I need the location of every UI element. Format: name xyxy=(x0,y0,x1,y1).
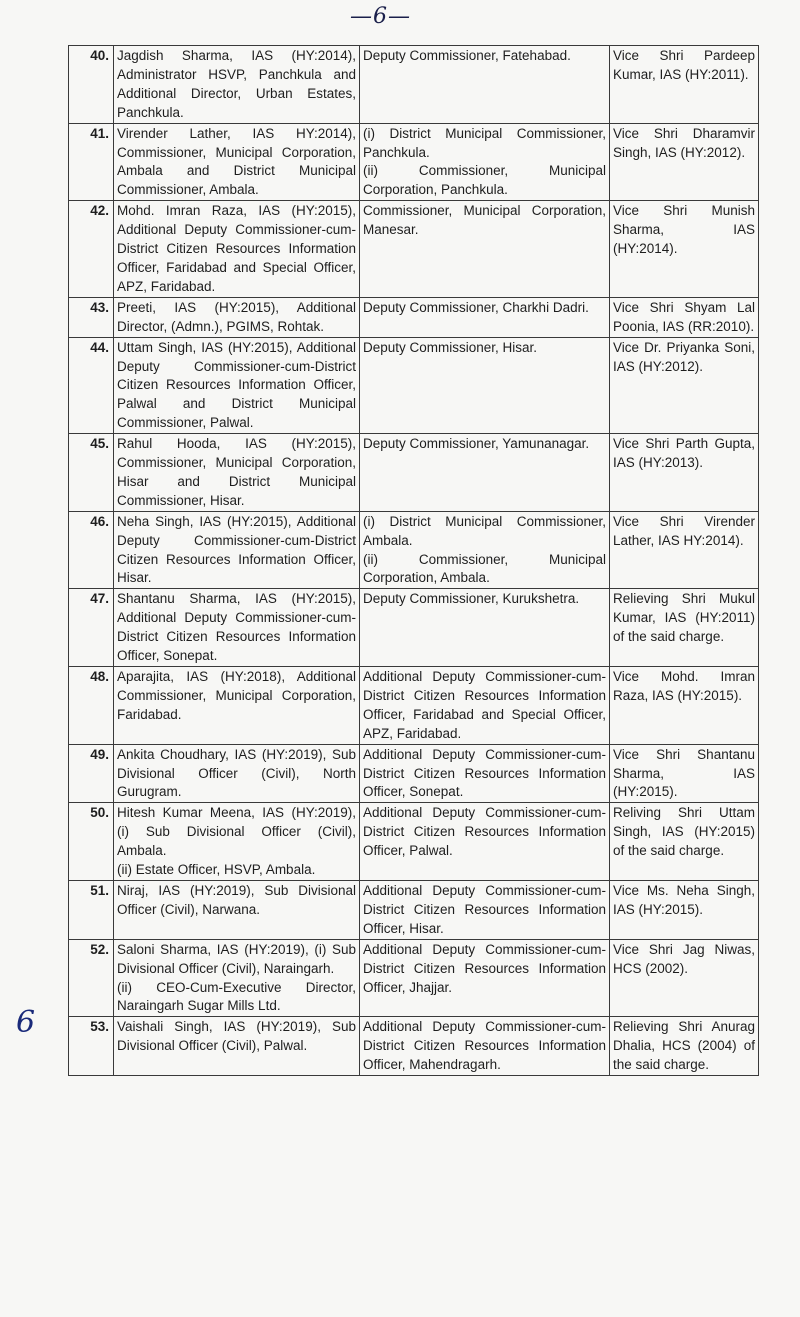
vice-remarks: Vice Shri Pardeep Kumar, IAS (HY:2011). xyxy=(610,46,759,124)
serial-number: 52. xyxy=(69,939,114,1017)
posted-as xyxy=(360,880,610,939)
table-row xyxy=(69,880,759,939)
margin-annotation: 6 xyxy=(16,1005,36,1040)
table-row xyxy=(69,434,759,512)
posting-line: Additional Deputy Commissioner-cum-District Citizen Resources Information Officer, Mahendragarh. xyxy=(363,1019,606,1073)
officer-line: Shantanu Sharma, IAS (HY:2015), Additional Deputy Commissioner-cum-District Citizen Resources Information Officer, Sonepat. xyxy=(117,591,356,664)
serial-number: 44. xyxy=(69,337,114,434)
officer-line: Preeti, IAS (HY:2015), Additional Director, (Admn.), PGIMS, Rohtak. xyxy=(117,299,356,334)
officer-details xyxy=(114,46,360,124)
table-row xyxy=(69,803,759,881)
officer-details xyxy=(114,667,360,745)
vice-remarks: Vice Shri Jag Niwas, HCS (2002). xyxy=(610,939,759,1017)
posted-as xyxy=(360,46,610,124)
officer-details xyxy=(114,201,360,298)
officer-details xyxy=(114,939,360,1017)
posted-as xyxy=(360,123,610,201)
officer-details xyxy=(114,744,360,803)
officer-line: (ii) Estate Officer, HSVP, Ambala. xyxy=(117,862,316,878)
officer-details xyxy=(114,123,360,201)
posted-as xyxy=(360,297,610,337)
posted-as xyxy=(360,201,610,298)
posted-as xyxy=(360,744,610,803)
posting-line: Additional Deputy Commissioner-cum-District Citizen Resources Information Officer, Faridabad and Special Officer, APZ, Faridabad. xyxy=(363,669,606,741)
officer-line: Neha Singh, IAS (HY:2015), Additional Deputy Commissioner-cum-District Citizen Resources Information Officer, Hisar. xyxy=(117,513,356,586)
table-row xyxy=(69,939,759,1017)
table-row xyxy=(69,201,759,298)
officer-details xyxy=(114,337,360,434)
posting-line: (ii) Commissioner, Municipal Corporation, Ambala. xyxy=(363,551,606,586)
serial-number: 48. xyxy=(69,667,114,745)
serial-number: 43. xyxy=(69,297,114,337)
table-row xyxy=(69,744,759,803)
officer-line: Aparajita, IAS (HY:2018), Additional Commissioner, Municipal Corporation, Faridabad. xyxy=(117,669,356,722)
officer-line: Hitesh Kumar Meena, IAS (HY:2019), (i) Sub Divisional Officer (Civil), Ambala. xyxy=(117,805,356,859)
officer-details xyxy=(114,589,360,667)
table-row xyxy=(69,511,759,589)
serial-number: 53. xyxy=(69,1017,114,1076)
officer-details xyxy=(114,511,360,589)
page-number: —6— xyxy=(350,4,411,29)
officer-line: (ii) CEO-Cum-Executive Director, Naraingarh Sugar Mills Ltd. xyxy=(117,979,356,1014)
posting-line: (i) District Municipal Commissioner, Panchkula. xyxy=(363,125,606,160)
table-row xyxy=(69,337,759,434)
table-row xyxy=(69,123,759,201)
posting-line: (ii) Commissioner, Municipal Corporation, Panchkula. xyxy=(363,163,606,198)
serial-number: 41. xyxy=(69,123,114,201)
serial-number: 40. xyxy=(69,46,114,124)
posting-line: Additional Deputy Commissioner-cum-District Citizen Resources Information Officer, Sonepat. xyxy=(363,746,606,800)
officer-details xyxy=(114,803,360,881)
vice-remarks: Vice Dr. Priyanka Soni, IAS (HY:2012). xyxy=(610,337,759,434)
posted-as xyxy=(360,803,610,881)
table-row xyxy=(69,589,759,667)
serial-number: 49. xyxy=(69,744,114,803)
posting-line: Deputy Commissioner, Fatehabad. xyxy=(363,48,571,63)
officer-line: Virender Lather, IAS HY:2014), Commissioner, Municipal Corporation, Ambala and District Municipal Commissioner, Ambala. xyxy=(117,125,356,198)
officer-line: Rahul Hooda, IAS (HY:2015), Commissioner, Municipal Corporation, Hisar and District Municipal Commissioner, Hisar. xyxy=(117,436,356,508)
posting-line: Deputy Commissioner, Kurukshetra. xyxy=(363,591,580,607)
officer-line: Vaishali Singh, IAS (HY:2019), Sub Divisional Officer (Civil), Palwal. xyxy=(117,1019,356,1054)
officer-line: Niraj, IAS (HY:2019), Sub Divisional Officer (Civil), Narwana. xyxy=(117,882,356,917)
officer-details xyxy=(114,434,360,512)
vice-remarks: Vice Mohd. Imran Raza, IAS (HY:2015). xyxy=(610,667,759,745)
posted-as xyxy=(360,337,610,434)
posting-line: Additional Deputy Commissioner-cum-District Citizen Resources Information Officer, Jhajjar. xyxy=(363,941,606,995)
serial-number: 46. xyxy=(69,511,114,589)
vice-remarks: Vice Shri Parth Gupta, IAS (HY:2013). xyxy=(610,434,759,512)
posted-as xyxy=(360,511,610,589)
officer-details xyxy=(114,1017,360,1076)
officer-details xyxy=(114,297,360,337)
serial-number: 45. xyxy=(69,434,114,512)
table-row xyxy=(69,1017,759,1076)
serial-number: 50. xyxy=(69,803,114,881)
posted-as xyxy=(360,1017,610,1076)
officer-line: Saloni Sharma, IAS (HY:2019), (i) Sub Divisional Officer (Civil), Naraingarh. xyxy=(117,941,356,976)
vice-remarks: Vice Shri Dharamvir Singh, IAS (HY:2012). xyxy=(610,123,759,201)
vice-remarks: Reliving Shri Uttam Singh, IAS (HY:2015) of the said charge. xyxy=(610,803,759,881)
posting-line: (i) District Municipal Commissioner, Ambala. xyxy=(363,513,606,548)
vice-remarks: Vice Shri Shyam Lal Poonia, IAS (RR:2010). xyxy=(610,297,759,337)
posting-line: Additional Deputy Commissioner-cum-District Citizen Resources Information Officer, Palwal. xyxy=(363,805,606,859)
vice-remarks: Relieving Shri Anurag Dhalia, HCS (2004) of the said charge. xyxy=(610,1017,759,1076)
table-body xyxy=(69,46,759,1076)
table-row xyxy=(69,297,759,337)
posting-line: Deputy Commissioner, Hisar. xyxy=(363,339,538,355)
officer-line: Uttam Singh, IAS (HY:2015), Additional Deputy Commissioner-cum-District Citizen Resources Information Officer, Palwal and District Municipal Commissioner, Palwal. xyxy=(117,339,356,431)
officer-line: Ankita Choudhary, IAS (HY:2019), Sub Divisional Officer (Civil), North Gurugram. xyxy=(117,746,356,800)
officer-line: Mohd. Imran Raza, IAS (HY:2015), Additional Deputy Commissioner-cum-District Citizen Resources Information Officer, Faridabad and Special Officer, APZ, Faridabad. xyxy=(117,203,356,294)
officer-line: Jagdish Sharma, IAS (HY:2014), Administrator HSVP, Panchkula and Additional Director, Urban Estates, Panchkula. xyxy=(117,48,356,120)
vice-remarks: Vice Ms. Neha Singh, IAS (HY:2015). xyxy=(610,880,759,939)
posting-line: Commissioner, Municipal Corporation, Manesar. xyxy=(363,203,606,238)
posting-line: Additional Deputy Commissioner-cum-District Citizen Resources Information Officer, Hisar. xyxy=(363,882,606,936)
table-row xyxy=(69,46,759,124)
vice-remarks: Relieving Shri Mukul Kumar, IAS (HY:2011) of the said charge. xyxy=(610,589,759,667)
serial-number: 47. xyxy=(69,589,114,667)
posting-line: Deputy Commissioner, Charkhi Dadri. xyxy=(363,299,589,315)
serial-number: 51. xyxy=(69,880,114,939)
posted-as xyxy=(360,589,610,667)
vice-remarks: Vice Shri Shantanu Sharma, IAS (HY:2015). xyxy=(610,744,759,803)
posting-line: Deputy Commissioner, Yamunanagar. xyxy=(363,436,590,452)
vice-remarks: Vice Shri Virender Lather, IAS HY:2014). xyxy=(610,511,759,589)
vice-remarks: Vice Shri Munish Sharma, IAS (HY:2014). xyxy=(610,201,759,298)
posted-as xyxy=(360,939,610,1017)
officer-details xyxy=(114,880,360,939)
transfer-orders-table xyxy=(68,45,759,1076)
serial-number: 42. xyxy=(69,201,114,298)
posted-as xyxy=(360,434,610,512)
posted-as xyxy=(360,667,610,745)
table-row xyxy=(69,667,759,745)
